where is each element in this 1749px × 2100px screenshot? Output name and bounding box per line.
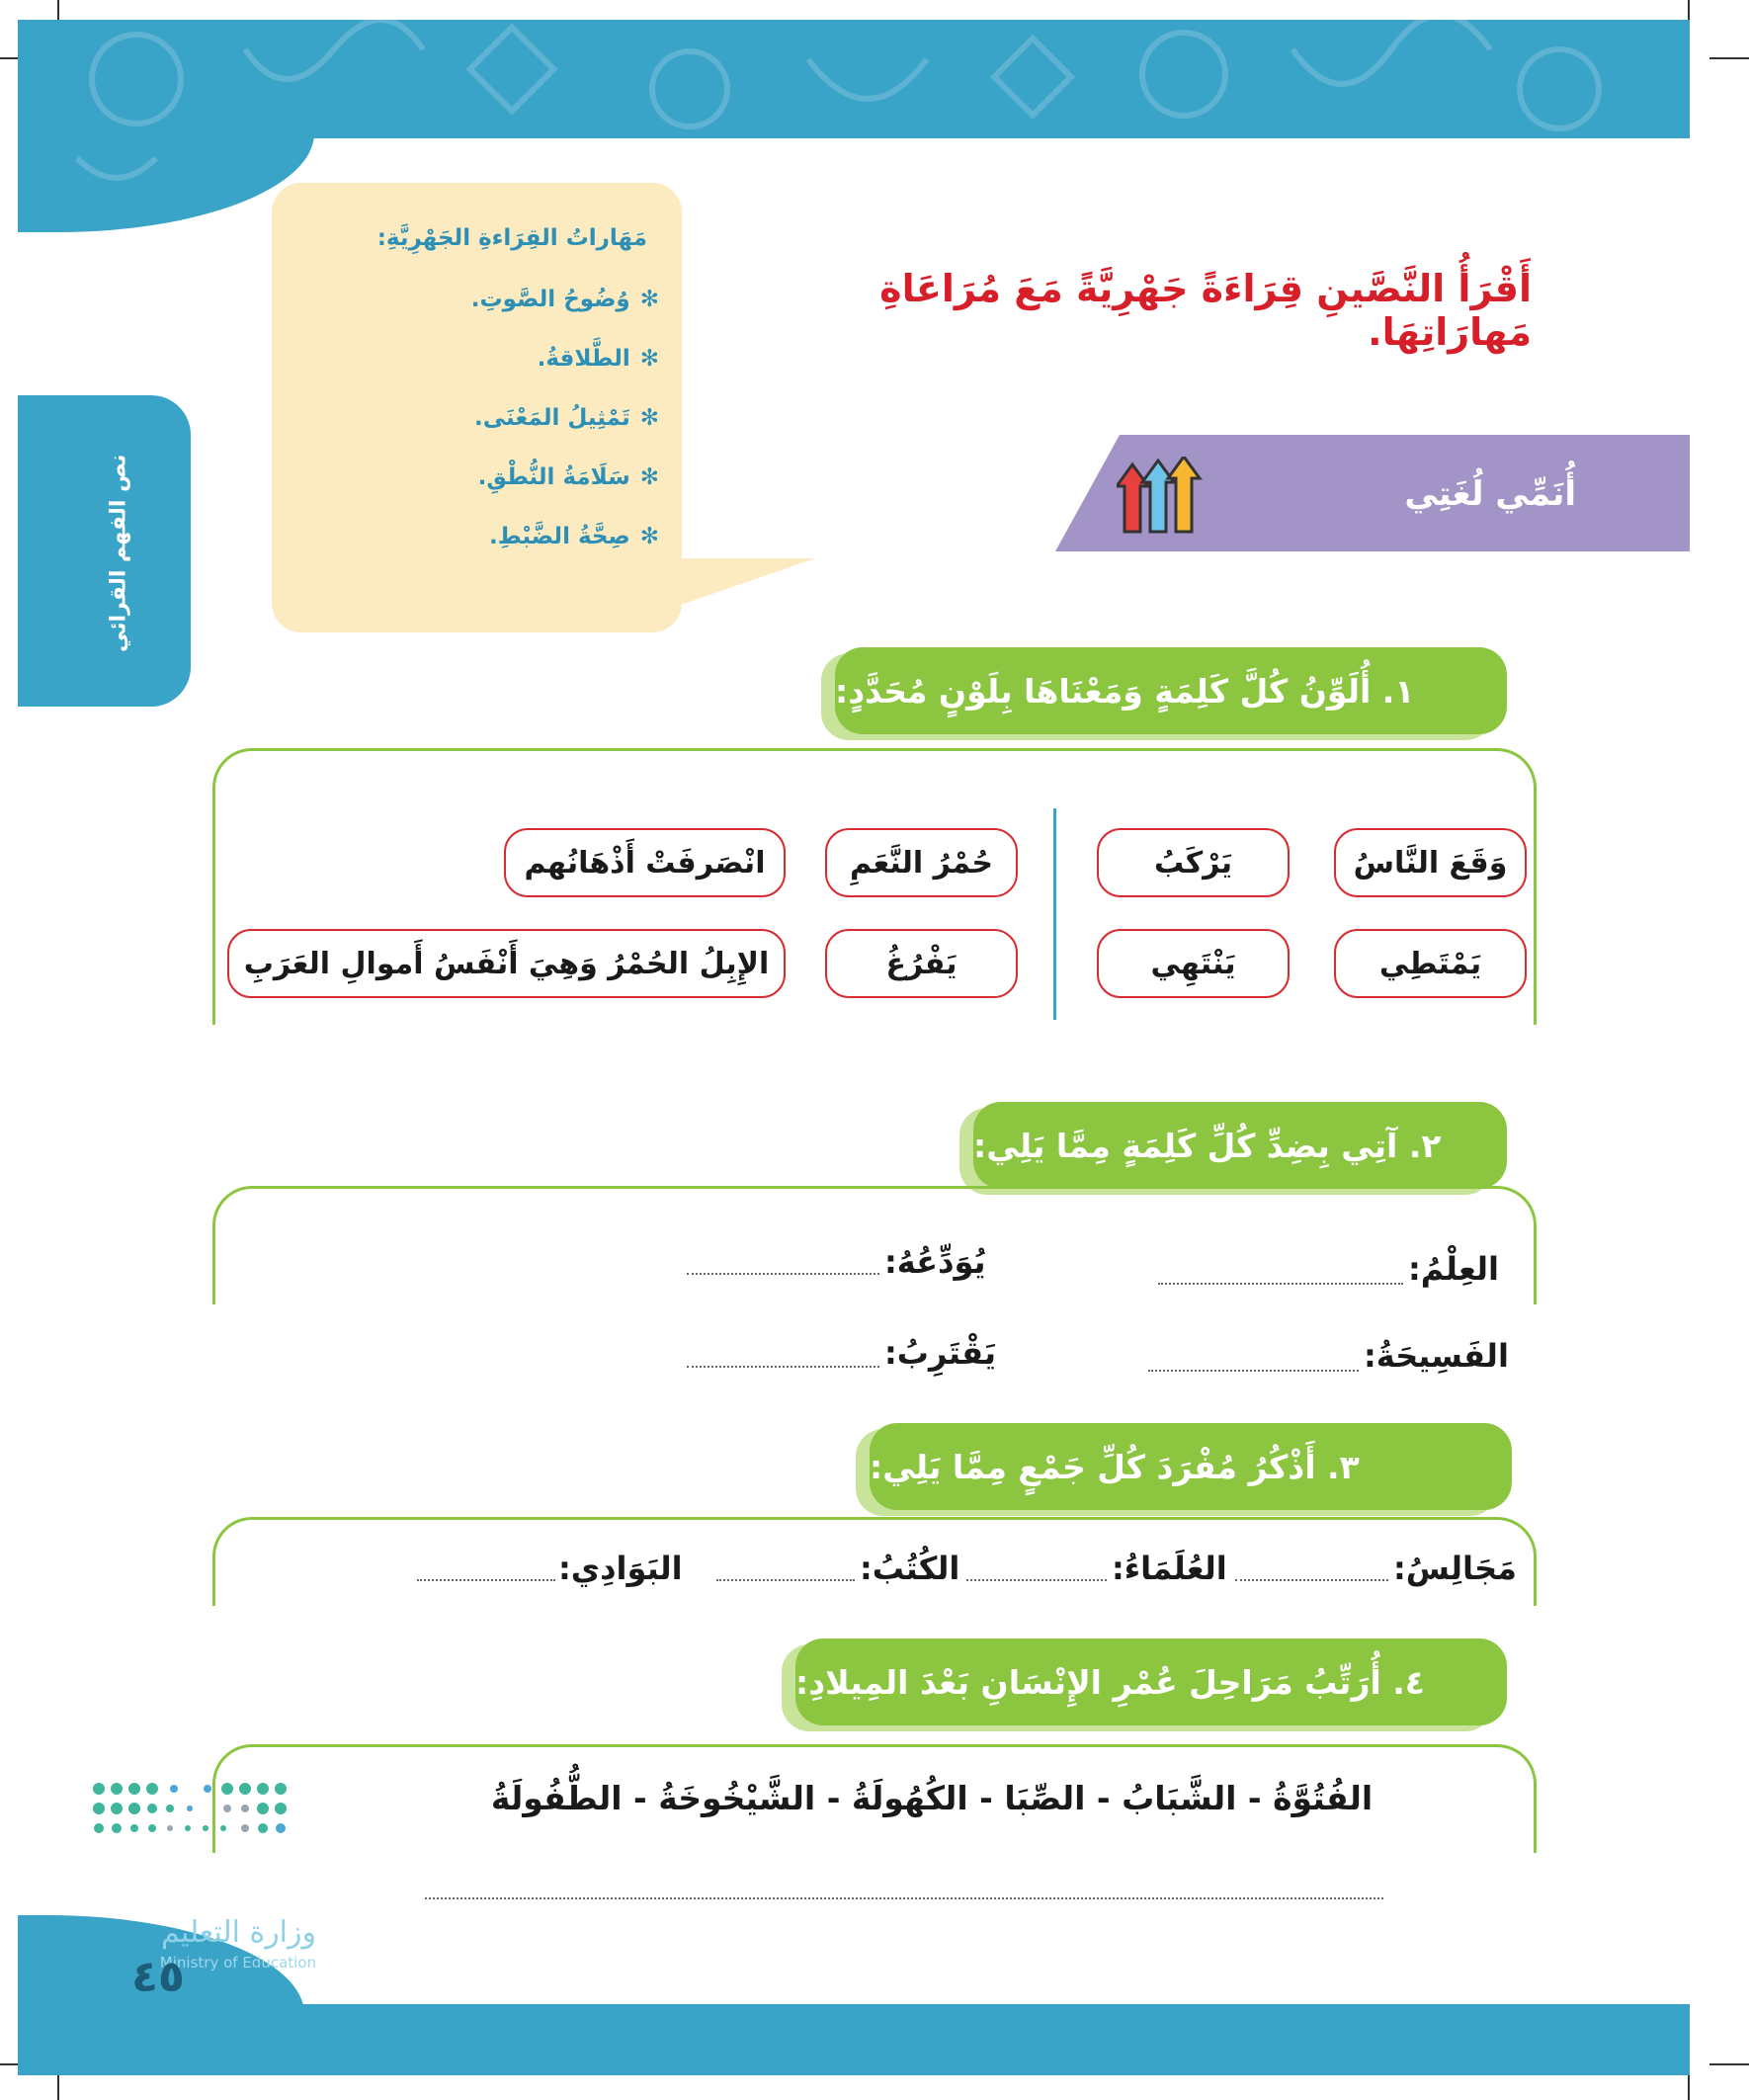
- word-chip[interactable]: يَنْتَهِي: [1097, 929, 1290, 998]
- meaning-chip[interactable]: انْصَرفَتْ أَذْهَانُهم: [504, 828, 786, 897]
- skill-item: ✻وُضُوحُ الصَّوتِ.: [470, 287, 659, 312]
- answer-line[interactable]: [687, 1366, 879, 1368]
- crop-mark: [1709, 2063, 1749, 2065]
- skills-title: مَهَاراتُ القِرَاءةِ الجَهْرِيَّةِ:: [376, 225, 647, 251]
- column-divider: [1053, 808, 1056, 1020]
- life-stages-list: الفُتُوَّةُ - الشَّبَابُ - الصِّبَا - الكُهُولَةُ - الشَّيْخُوخَةُ - الطُّفُولَةُ: [490, 1779, 1374, 1817]
- meaning-chip[interactable]: الإِبِلُ الحُمْرُ وَهِيَ أَنْفَسُ أَموالِ العَرَبِ: [227, 929, 786, 998]
- q3-item-label: الكُتُبُ:: [860, 1550, 960, 1587]
- crop-mark: [1709, 57, 1749, 59]
- reading-instruction: أَقْرَأُ النَّصَّينِ قِرَاءَةً جَهْرِيَّةً مَعَ مُرَاعَاةِ مَهارَاتِهَا.: [879, 267, 1532, 354]
- meaning-chip[interactable]: يَفْرُغُ: [825, 929, 1018, 998]
- q1-title-pill: ١. أُلَوِّنُ كُلَّ كَلِمَةٍ وَمَعْنَاهَا بِلَوْنٍ مُحَدَّدٍ:: [835, 647, 1507, 734]
- answer-line[interactable]: [966, 1579, 1107, 1581]
- q3-item-label: العُلَمَاءُ:: [1112, 1550, 1227, 1587]
- q3-item-label: مَجَالِسُ:: [1393, 1550, 1517, 1587]
- skill-item: ✻صِحَّةُ الضَّبْطِ.: [489, 524, 659, 549]
- q2-item-label: العِلْمُ:: [1408, 1250, 1499, 1288]
- asterisk-icon: ✻: [639, 346, 659, 372]
- rising-arrows-icon: [1117, 457, 1206, 534]
- answer-line[interactable]: [1148, 1370, 1359, 1372]
- answer-line[interactable]: [1235, 1579, 1388, 1581]
- meaning-chip[interactable]: حُمْرُ النَّعَمِ: [825, 828, 1018, 897]
- word-chip[interactable]: وَقَعَ النَّاسُ: [1334, 828, 1527, 897]
- asterisk-icon: ✻: [639, 464, 659, 490]
- word-chip[interactable]: يَرْكَبُ: [1097, 828, 1290, 897]
- ministry-name-ar: وزارة التعليم: [160, 1915, 316, 1950]
- skill-item: ✻الطَّلاقةُ.: [537, 346, 659, 372]
- asterisk-icon: ✻: [639, 405, 659, 431]
- q2-item-label: يُوَدِّعُهُ:: [884, 1243, 986, 1281]
- page-number: ٤٥: [131, 1952, 185, 2002]
- answer-line[interactable]: [716, 1579, 855, 1581]
- q2-item-label: الفَسِيحَةُ:: [1364, 1337, 1509, 1375]
- asterisk-icon: ✻: [639, 287, 659, 312]
- calligraphy-pattern: [18, 20, 1690, 227]
- banner-title: أُنَمِّي لُغَتِي: [1404, 474, 1576, 514]
- q3-title-pill: ٣. أَذْكُرُ مُفْرَدَ كُلِّ جَمْعٍ مِمَّا يَلِي:: [870, 1423, 1512, 1510]
- q2-item-label: يَقْتَرِبُ:: [884, 1334, 996, 1372]
- q2-title-pill: ٢. آتِي بِضِدِّ كُلِّ كَلِمَةٍ مِمَّا يَلِي:: [973, 1102, 1507, 1189]
- skill-item: ✻سَلَامَةُ النُّطْقِ.: [477, 464, 659, 490]
- bubble-tail: [672, 558, 815, 608]
- q3-item-label: البَوَادِي:: [558, 1550, 683, 1587]
- footer-band: [18, 2004, 1690, 2075]
- q4-title-pill: ٤. أُرَتِّبُ مَرَاحِلَ عُمْرِ الإِنْسَانِ بَعْدَ المِيلادِ:: [795, 1638, 1507, 1725]
- q2-box: [212, 1186, 1537, 1304]
- answer-line[interactable]: [1158, 1283, 1403, 1285]
- ministry-name-en: Ministry of Education: [159, 1954, 316, 1972]
- answer-line[interactable]: [687, 1273, 879, 1275]
- ministry-logo-icon: [79, 1777, 316, 1876]
- skill-item: ✻تَمْثِيلُ المَعْنَى.: [474, 405, 659, 431]
- answer-line[interactable]: [417, 1579, 555, 1581]
- word-chip[interactable]: يَمْتَطِي: [1334, 929, 1527, 998]
- side-tab-label: نص الفهم القرائي: [106, 454, 131, 653]
- answer-line[interactable]: [425, 1897, 1383, 1899]
- asterisk-icon: ✻: [639, 524, 659, 549]
